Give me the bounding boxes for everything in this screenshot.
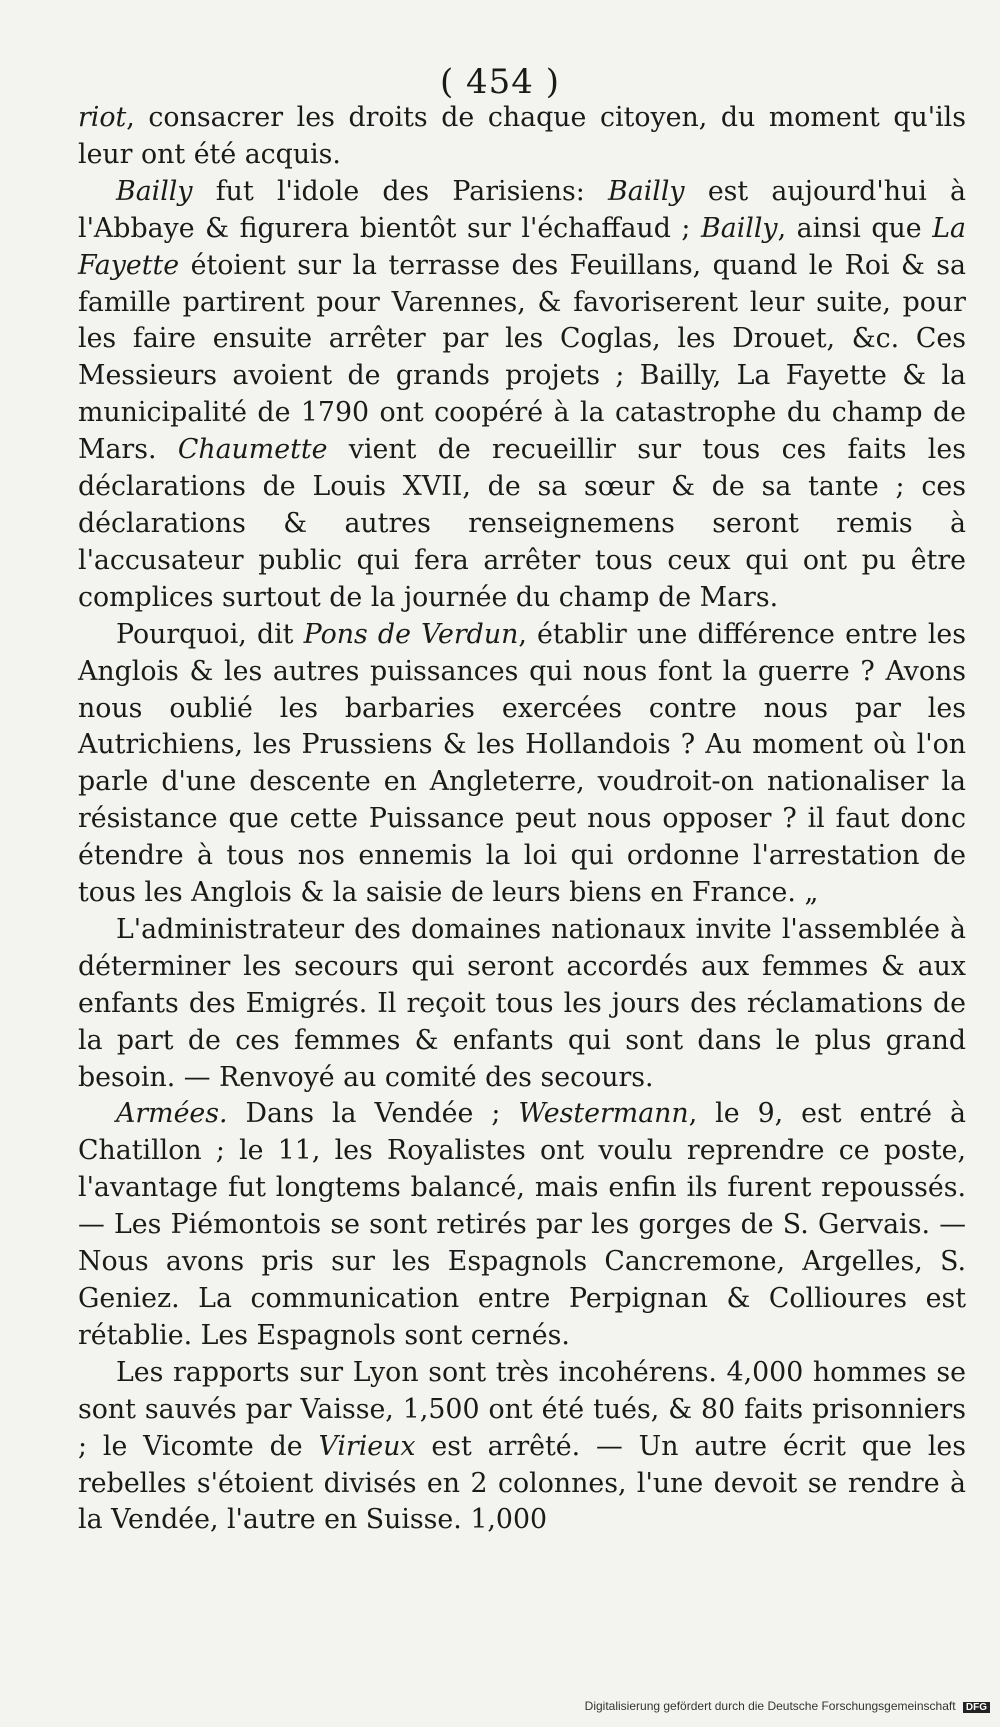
text-segment: Les rapports sur Lyon sont très incohérens. 4,000 hommes se sont sauvés par Vaisse, 1,500 ont été tués, & 80 faits prisonniers ; le Vicomte de	[78, 1356, 966, 1462]
italic-text: La Fayette	[78, 212, 966, 281]
digitization-footer	[0, 1699, 990, 1713]
paragraph	[78, 617, 966, 912]
italic-text: Virieux	[318, 1430, 416, 1462]
document-body	[78, 100, 966, 1539]
italic-text: Bailly	[116, 175, 193, 207]
text-segment: Dans la Vendée ;	[227, 1098, 519, 1130]
text-segment: vient de recueillir sur tous ces faits les déclarations de Louis XVII, de sa sœur & de sa tante ; ces déclarations & autres renseignemens seront remis à l'accusateur public qui fera arrêter tous ceux qui ont pu être complices surtout de la journée du champ de Mars.	[78, 434, 966, 613]
italic-text: Chaumette	[177, 434, 328, 466]
italic-text: Bailly	[608, 175, 685, 207]
text-segment: est arrêté. — Un autre écrit que les rebelles s'étoient divisés en 2 colonnes, l'une devoit se rendre à la Vendée, l'autre en Suisse. 1,000	[78, 1430, 966, 1536]
page-number-header: ( 454 )	[439, 62, 561, 102]
text-segment: est aujourd'hui à l'Abbaye & figurera bientôt sur l'échaffaud ;	[78, 175, 966, 244]
text-segment: , ainsi que	[777, 212, 933, 244]
text-segment: , le 9, est entré à Chatillon ; le 11, les Royalistes ont voulu reprendre ce poste, l'avantage fut longtems balancé, mais enfin ils furent repoussés. — Les Piémontois se sont retirés par les gorges de S. Gervais. — Nous avons pris sur les Espagnols Cancremone, Argelles, S. Geniez. La communication entre Perpignan & Collioures est rétablie. Les Espagnols sont cernés.	[78, 1098, 966, 1351]
paragraph	[78, 100, 966, 174]
text-segment: Pourquoi, dit	[116, 618, 304, 650]
paragraph	[78, 1096, 966, 1354]
text-segment: étoient sur la terrasse des Feuillans, quand le Roi & sa famille partirent pour Varennes, & favoriserent leur suite, pour les faire ensuite arrêter par les Coglas, les Drouet, &c. Ces Messieurs avoient de grands projets ; Bailly, La Fayette & la municipalité de 1790 ont coopéré à la catastrophe du champ de Mars.	[78, 249, 966, 466]
italic-text: Pons de Verdun	[303, 618, 519, 650]
italic-text: Armées.	[116, 1098, 228, 1130]
paragraph	[78, 174, 966, 617]
italic-text: riot	[78, 102, 127, 133]
text-segment: , établir une différence entre les Anglois & les autres puissances qui nous font la guerre ? Avons nous oublié les barbaries exercées contre nous par les Autrichiens, les Prussiens & les Hollandois ? Au moment où l'on parle d'une descente en Angleterre, voudroit-on nationaliser la résistance que cette Puissance peut nous opposer ? il faut donc étendre à tous nos ennemis la loi qui ordonne l'arrestation de tous les Anglois & la saisie de leurs biens en France. „	[78, 618, 966, 909]
paragraph	[78, 1355, 966, 1540]
text-segment: fut l'idole des Parisiens:	[192, 175, 609, 207]
text-segment: L'administrateur des domaines nationaux invite l'assemblée à déterminer les secours qui seront accordés aux femmes & aux enfants des Emigrés. Il reçoit tous les jours des réclamations de la part de ces femmes & enfants qui sont dans le plus grand besoin. — Renvoyé au comité des secours.	[78, 913, 966, 1093]
italic-text: Bailly	[701, 212, 778, 244]
paragraph	[78, 912, 966, 1097]
text-segment: , consacrer les droits de chaque citoyen, du moment qu'ils leur ont été acquis.	[78, 102, 966, 170]
dfg-logo: DFG	[963, 1702, 990, 1713]
italic-text: Westermann	[518, 1098, 689, 1130]
footer-credit: Digitalisierung gefördert durch die Deutsche Forschungsgemeinschaft	[584, 1699, 956, 1713]
